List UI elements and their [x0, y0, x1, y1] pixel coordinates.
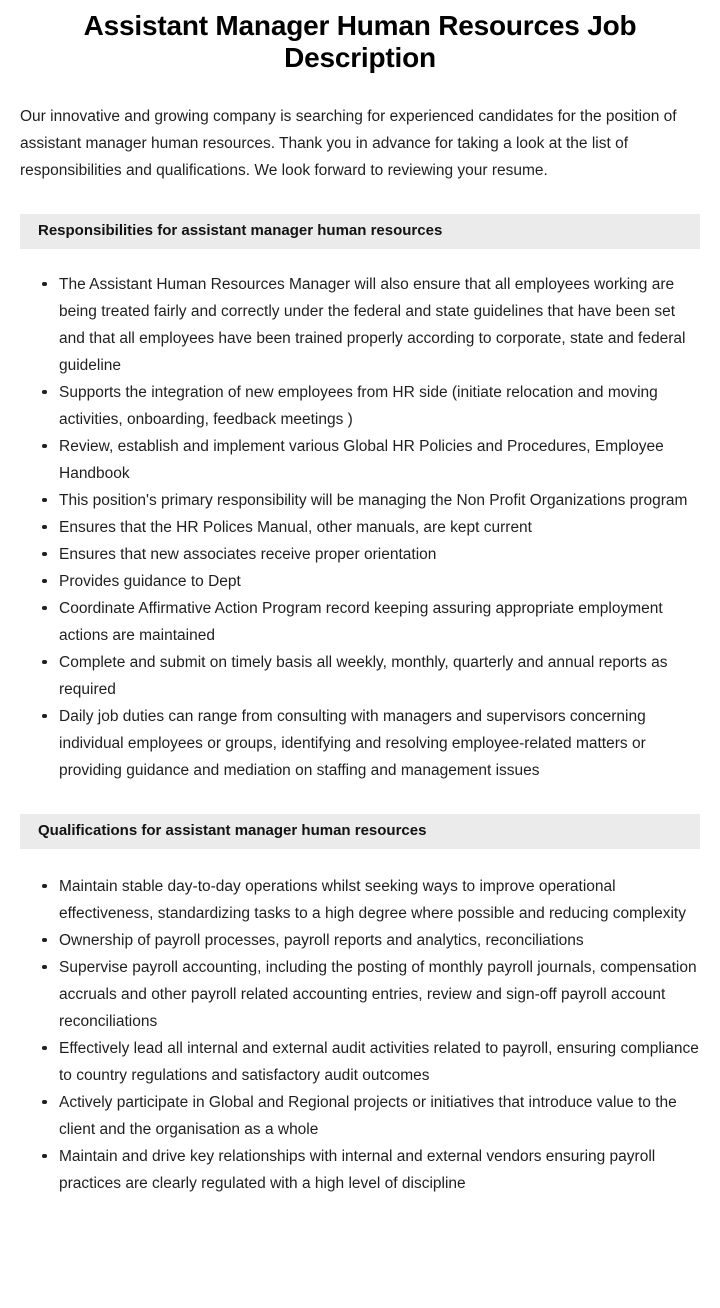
list-item [0, 703, 702, 784]
list-item-text: Ownership of payroll processes, payroll reports and analytics, reconciliations [59, 931, 584, 949]
bullet-icon [42, 938, 47, 943]
bullet-icon [42, 1046, 47, 1051]
list-item-text: Supervise payroll accounting, including the posting of monthly payroll journals, compensation accruals and other payroll related accounting entries, review and sign-off payroll account reconciliations [59, 958, 697, 1030]
bullet-icon [42, 525, 47, 530]
list-item [0, 487, 702, 514]
list-item-text: Coordinate Affirmative Action Program record keeping assuring appropriate employment actions are maintained [59, 599, 663, 644]
section-responsibilities [0, 214, 720, 784]
list-item-text: Ensures that the HR Polices Manual, other manuals, are kept current [59, 518, 532, 536]
list-item [0, 927, 704, 954]
bullet-icon [42, 552, 47, 557]
list-item-text: The Assistant Human Resources Manager will also ensure that all employees working are being treated fairly and correctly under the federal and state guidelines that have been set and that all employees have been trained properly according to corporate, state and federal guideline [59, 275, 686, 374]
section-header-qualifications: Qualifications for assistant manager human resources [20, 814, 700, 849]
list-item-text: Maintain and drive key relationships with internal and external vendors ensuring payroll practices are clearly regulated with a high level of discipline [59, 1147, 656, 1192]
bullet-icon [42, 965, 47, 970]
bullet-icon [42, 444, 47, 449]
list-item [0, 1089, 704, 1143]
list-item [0, 379, 702, 433]
bullet-icon [42, 606, 47, 611]
list-item-text: Review, establish and implement various Global HR Policies and Procedures, Employee Handbook [59, 437, 664, 482]
list-item [0, 649, 702, 703]
bullet-icon [42, 579, 47, 584]
qualifications-list [0, 849, 720, 1197]
list-item-text: Complete and submit on timely basis all weekly, monthly, quarterly and annual reports as required [59, 653, 668, 698]
list-item [0, 1143, 704, 1197]
section-qualifications [0, 814, 720, 1237]
list-item [0, 541, 702, 568]
bullet-icon [42, 1100, 47, 1105]
list-item [0, 568, 702, 595]
list-item-text: Supports the integration of new employees from HR side (initiate relocation and moving activities, onboarding, feedback meetings ) [59, 383, 658, 428]
list-item [0, 433, 702, 487]
bullet-icon [42, 714, 47, 719]
list-item [0, 271, 702, 379]
list-item-text: Ensures that new associates receive proper orientation [59, 545, 437, 563]
responsibilities-list [0, 249, 720, 784]
bullet-icon [42, 282, 47, 287]
page-title: Assistant Manager Human Resources Job Description [83, 10, 637, 74]
list-item-text: This position's primary responsibility will be managing the Non Profit Organizations program [59, 491, 688, 509]
list-item [0, 595, 702, 649]
list-item [0, 954, 704, 1035]
intro-paragraph: Our innovative and growing company is searching for experienced candidates for the position of assistant manager human resources. Thank you in advance for taking a look at the list of responsibilities and qualifications. We look forward to reviewing your resume. [20, 107, 677, 179]
bullet-icon [42, 884, 47, 889]
bullet-icon [42, 1154, 47, 1159]
bullet-icon [42, 390, 47, 395]
bullet-icon [42, 660, 47, 665]
list-item [0, 873, 704, 927]
list-item-text: Provides guidance to Dept [59, 572, 241, 590]
list-item [0, 1035, 704, 1089]
list-item-text: Maintain stable day-to-day operations whilst seeking ways to improve operational effectiveness, standardizing tasks to a high degree where possible and reducing complexity [59, 877, 686, 922]
list-item-text: Effectively lead all internal and external audit activities related to payroll, ensuring compliance to country regulations and satisfactory audit outcomes [59, 1039, 699, 1084]
list-item-text: Actively participate in Global and Regional projects or initiatives that introduce value to the client and the organisation as a whole [59, 1093, 677, 1138]
list-item [0, 514, 702, 541]
bullet-icon [42, 498, 47, 503]
list-item-text: Daily job duties can range from consulting with managers and supervisors concerning individual employees or groups, identifying and resolving employee-related matters or providing guidance and mediation on staffing and management issues [59, 707, 646, 779]
section-header-responsibilities: Responsibilities for assistant manager human resources [20, 214, 700, 249]
